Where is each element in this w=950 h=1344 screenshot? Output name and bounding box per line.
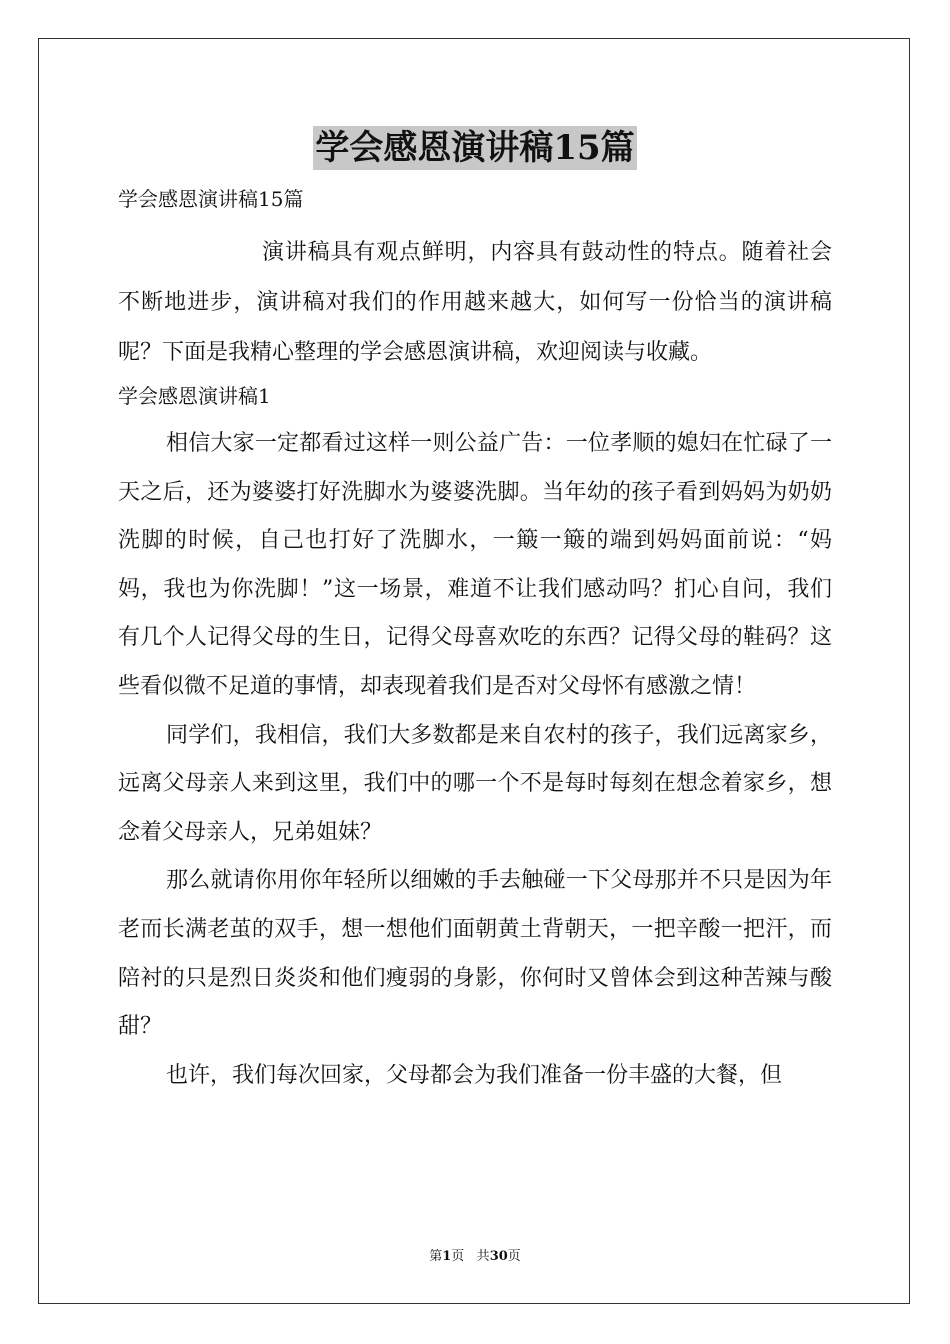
page-suffix: 页 xyxy=(451,1249,465,1264)
section-heading: 学会感恩演讲稿1 xyxy=(118,384,271,408)
paragraph: 相信大家一定都看过这样一则公益广告：一位孝顺的媳妇在忙碌了一天之后，还为婆婆打好洗脚水为婆婆洗脚。当年幼的孩子看到妈妈为奶奶洗脚的时候，自己也打好了洗脚水，一簸一簸的端到妈妈面前说：“妈妈，我也为你洗脚！”这一场景，难道不让我们感动吗？扪心自问，我们有几个人记得父母的生日，记得父母喜欢吃的东西？记得父母的鞋码？这些看似微不足道的事情，却表现着我们是否对父母怀有感激之情！ xyxy=(118,431,832,699)
total-prefix: 共 xyxy=(476,1249,490,1264)
paragraph: 那么就请你用你年轻所以细嫩的手去触碰一下父母那并不只是因为年老而长满老茧的双手，想一想他们面朝黄土背朝天，一把辛酸一把汗，而陪衬的只是烈日炎炎和他们瘦弱的身影，你何时又曾体会到这种苦辣与酸甜？ xyxy=(118,868,832,1040)
page-prefix: 第 xyxy=(429,1249,443,1264)
paragraph: 同学们，我相信，我们大多数都是来自农村的孩子，我们远离家乡，远离父母亲人来到这里，我们中的哪一个不是每时每刻在想念着家乡，想念着父母亲人，兄弟姐妹？ xyxy=(118,722,832,845)
body-text xyxy=(118,420,832,1100)
intro-paragraph: 演讲稿具有观点鲜明，内容具有鼓动性的特点。随着社会不断地进步，演讲稿对我们的作用越来越大，如何写一份恰当的演讲稿呢？下面是我精心整理的学会感恩演讲稿，欢迎阅读与收藏。 xyxy=(118,240,832,365)
document-title: 学会感恩演讲稿15篇 xyxy=(315,128,635,168)
total-suffix: 页 xyxy=(507,1249,521,1264)
title-container xyxy=(0,126,950,170)
document-subtitle: 学会感恩演讲稿15篇 xyxy=(118,187,304,211)
paragraph: 也许，我们每次回家，父母都会为我们准备一份丰盛的大餐，但 xyxy=(166,1062,783,1088)
total-pages: 30 xyxy=(489,1249,508,1264)
page-number: 1 xyxy=(442,1249,452,1264)
page-footer xyxy=(0,1248,950,1266)
